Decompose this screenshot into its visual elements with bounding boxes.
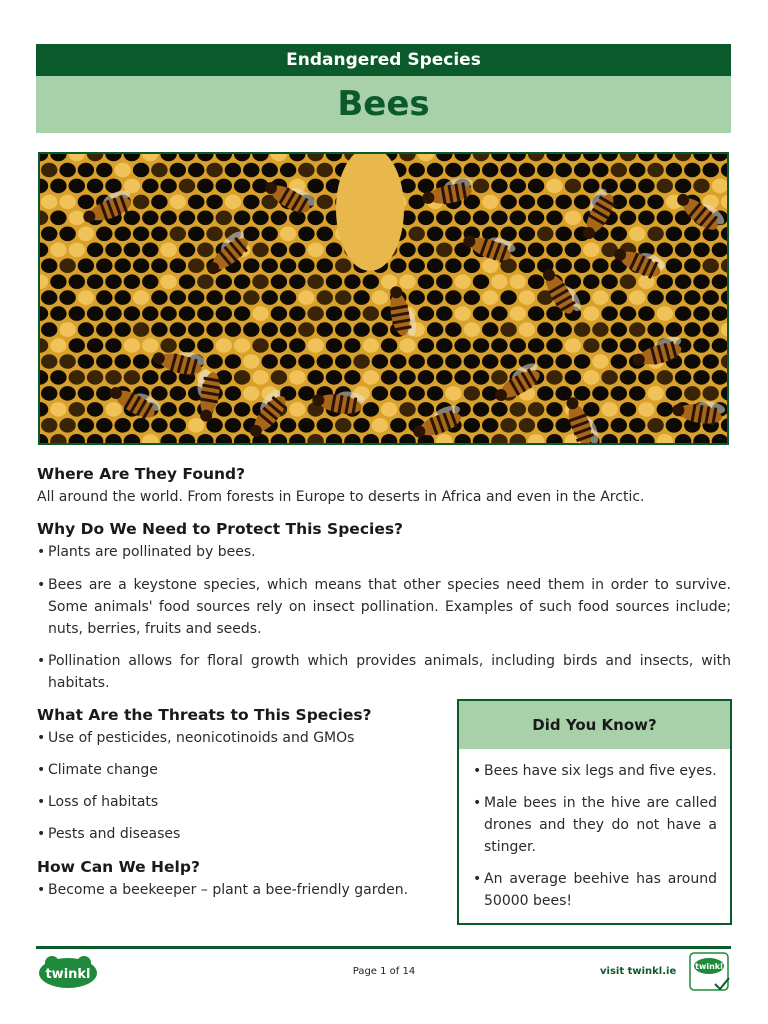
quality-badge-icon [689, 952, 731, 992]
where-text: All around the world. From forests in Europe to deserts in Africa and even in the Arctic. [37, 489, 645, 505]
page-number: Page 1 of 14 [352, 966, 416, 977]
visit-link[interactable]: visit twinkl.ie [600, 966, 677, 977]
list-item: • Male bees in the hive are called drones and they do not have a stinger. [473, 795, 717, 855]
list-item: • Pollination allows for floral growth which provides animals, including birds and insects, with habitats. [37, 653, 731, 691]
list-item: • Plants are pollinated by bees. [37, 544, 256, 560]
list-item: • Climate change [37, 762, 158, 778]
bees-honeycomb-photo [38, 152, 729, 445]
did-you-know-box [457, 699, 732, 925]
list-item: • Bees are a keystone species, which means that other species need them in order to survive. Some animals' food sources rely on insect pollination. Examples of such food sources include; nuts, berries, fruits and seeds. [37, 577, 731, 637]
threats-heading: What Are the Threats to This Species? [37, 706, 372, 724]
list-item: • Loss of habitats [37, 794, 159, 810]
where-heading: Where Are They Found? [37, 465, 246, 483]
did-you-know-heading: Did You Know? [459, 701, 730, 749]
page-title: Bees [36, 76, 731, 133]
footer-divider [36, 946, 731, 949]
list-item: • Use of pesticides, neonicotinoids and GMOs [37, 730, 355, 746]
honeycomb-image [40, 154, 727, 443]
why-heading: Why Do We Need to Protect This Species? [37, 520, 404, 538]
list-item: • Bees have six legs and five eyes. [473, 763, 717, 779]
list-item: • An average beehive has around 50000 bees! [473, 871, 717, 909]
list-item: • Pests and diseases [37, 826, 181, 842]
svg-text:twinkl: twinkl [45, 967, 91, 982]
help-heading: How Can We Help? [37, 858, 200, 876]
list-item: • Become a beekeeper – plant a bee-friendly garden. [37, 882, 409, 898]
svg-text:twinkl: twinkl [695, 962, 723, 971]
subtitle-banner: Endangered Species [36, 44, 731, 76]
